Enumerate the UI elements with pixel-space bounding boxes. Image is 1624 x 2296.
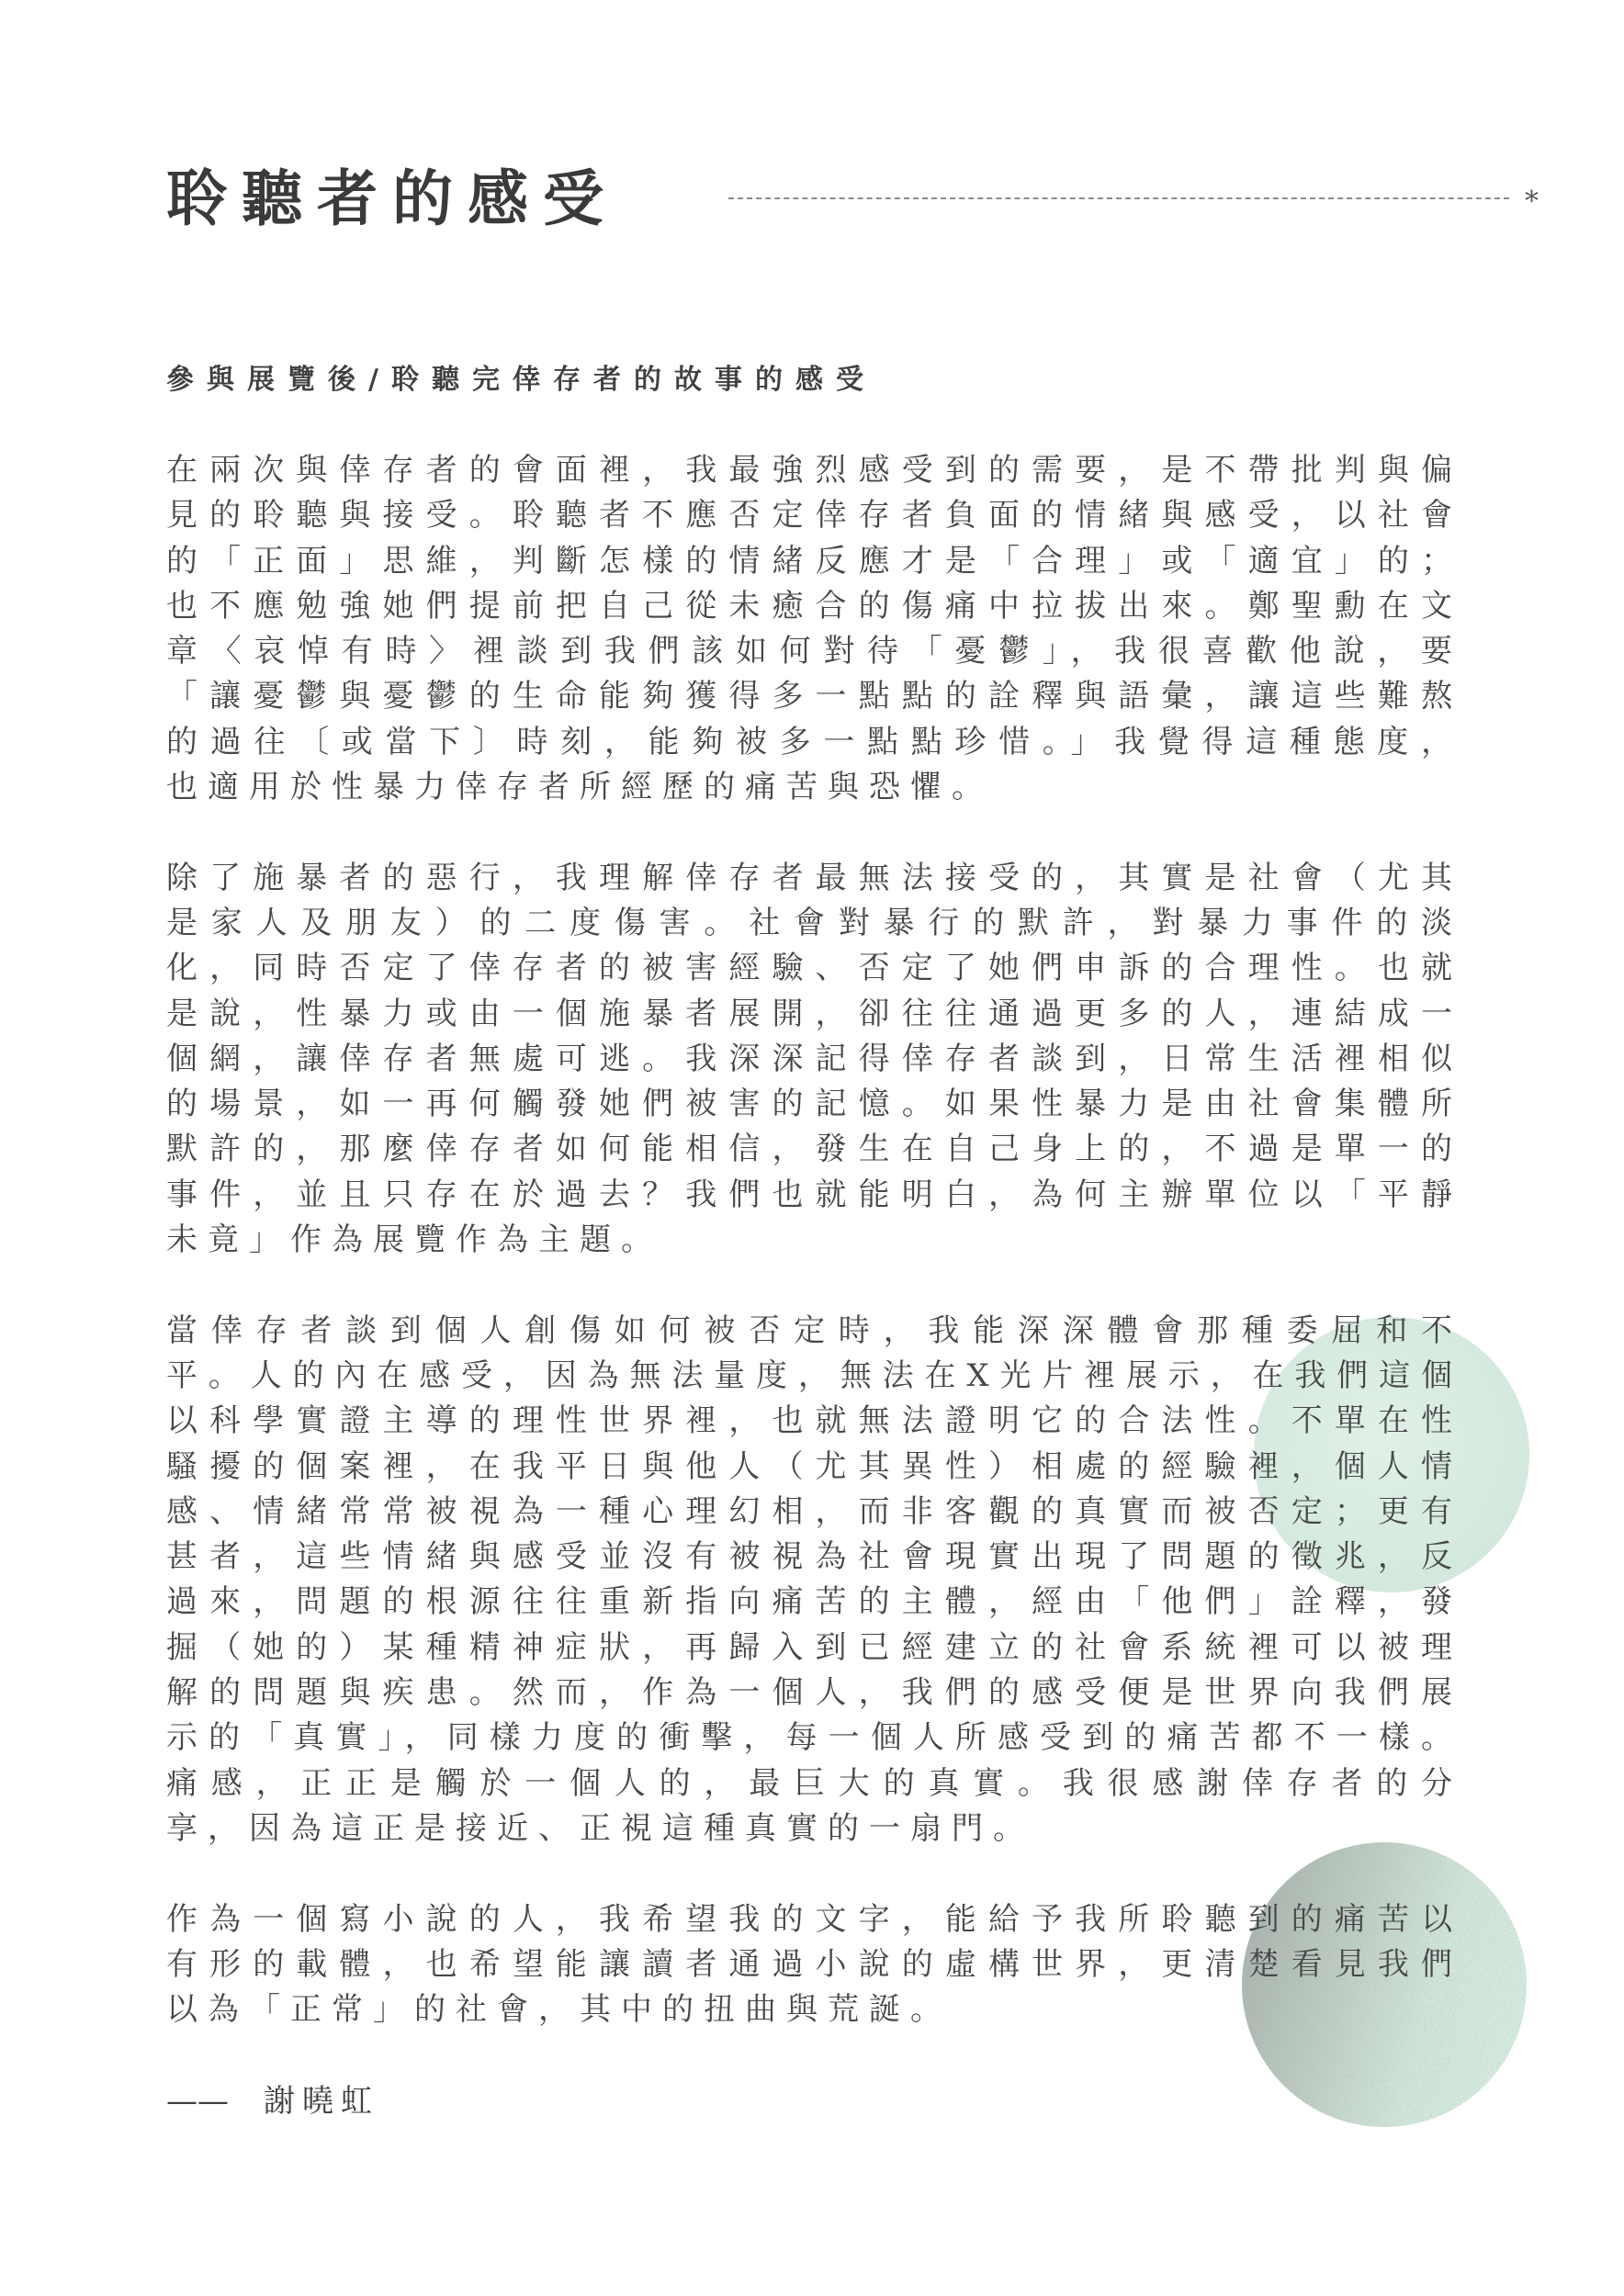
page-title: 聆聽者的感受 bbox=[166, 163, 618, 234]
paragraph-4 bbox=[166, 1897, 1462, 2033]
text-line: 個網，讓倖存者無處可逃。我深深記得倖存者談到，日常生活裡相似 bbox=[166, 1040, 1462, 1077]
text-line: 以為「正常」的社會，其中的扭曲與荒誕。 bbox=[166, 1991, 952, 2029]
section-subtitle: 參與展覽後/聆聽完倖存者的故事的感受 bbox=[166, 364, 876, 396]
text-line: 痛感，正正是觸於一個人的，最巨大的真實。我很感謝倖存者的分 bbox=[166, 1764, 1462, 1802]
text-line: 除了施暴者的惡行，我理解倖存者最無法接受的，其實是社會（尤其 bbox=[166, 859, 1462, 896]
paragraph-2 bbox=[166, 856, 1462, 1264]
text-line: 當倖存者談到個人創傷如何被否定時，我能深深體會那種委屈和不 bbox=[166, 1311, 1462, 1349]
text-line: 享，因為這正是接近、正視這種真實的一扇門。 bbox=[166, 1809, 1034, 1847]
text-line: 感、情緒常常被視為一種心理幻相，而非客觀的真實而被否定；更有 bbox=[166, 1492, 1462, 1530]
text-line: 默許的，那麼倖存者如何能相信，發生在自己身上的，不過是單一的 bbox=[166, 1131, 1462, 1168]
author-name: 謝曉虹 bbox=[264, 2083, 379, 2120]
text-line: 掘（她的）某種精神症狀，再歸入到已經建立的社會系統裡可以被理 bbox=[166, 1628, 1462, 1666]
text-line: 「讓憂鬱與憂鬱的生命能夠獲得多一點點的詮釋與語彙，讓這些難熬 bbox=[166, 678, 1462, 715]
signature-dash: —— bbox=[166, 2083, 229, 2120]
text-line: 示的「真實」，同樣力度的衝擊，每一個人所感受到的痛苦都不一樣。 bbox=[166, 1719, 1462, 1757]
text-line: 作為一個寫小說的人，我希望我的文字，能給予我所聆聽到的痛苦以 bbox=[166, 1900, 1462, 1938]
text-line: 平。人的內在感受，因為無法量度，無法在X光片裡展示，在我們這個 bbox=[166, 1356, 1462, 1394]
text-line: 解的問題與疾患。然而，作為一個人，我們的感受便是世界向我們展 bbox=[166, 1674, 1462, 1712]
paragraph-3 bbox=[166, 1309, 1462, 1852]
asterisk-ornament: * bbox=[1525, 186, 1539, 218]
author-signature bbox=[166, 2079, 379, 2124]
text-line: 也不應勉強她們提前把自己從未癒合的傷痛中拉拔出來。鄭聖勳在文 bbox=[166, 587, 1462, 625]
dashed-title-rule bbox=[728, 197, 1509, 199]
text-line: 事件，並且只存在於過去？我們也就能明白，為何主辦單位以「平靜 bbox=[166, 1176, 1462, 1213]
text-line: 的「正面」思維，判斷怎樣的情緒反應才是「合理」或「適宜」的； bbox=[166, 542, 1462, 580]
text-line: 未竟」作為展覽作為主題。 bbox=[166, 1221, 662, 1259]
essay-body bbox=[166, 448, 1462, 2078]
text-line: 是家人及朋友）的二度傷害。社會對暴行的默許，對暴力事件的淡 bbox=[166, 904, 1462, 941]
text-line: 章〈哀悼有時〉裡談到我們該如何對待「憂鬱」，我很喜歡他說，要 bbox=[166, 633, 1462, 670]
text-line: 是說，性暴力或由一個施暴者展開，卻往往通過更多的人，連結成一 bbox=[166, 995, 1462, 1032]
paragraph-1 bbox=[166, 448, 1462, 810]
text-line: 的過往〔或當下〕時刻，能夠被多一點點珍惜。」我覺得這種態度， bbox=[166, 723, 1462, 760]
text-line: 有形的載體，也希望能讓讀者通過小說的虛構世界，更清楚看見我們 bbox=[166, 1945, 1462, 1983]
text-line: 見的聆聽與接受。聆聽者不應否定倖存者負面的情緒與感受，以社會 bbox=[166, 497, 1462, 535]
text-line: 以科學實證主導的理性世界裡，也就無法證明它的合法性。不單在性 bbox=[166, 1402, 1462, 1440]
text-line: 過來，問題的根源往往重新指向痛苦的主體，經由「他們」詮釋，發 bbox=[166, 1583, 1462, 1621]
text-line: 化，同時否定了倖存者的被害經驗、否定了她們申訴的合理性。也就 bbox=[166, 950, 1462, 987]
text-line: 也適用於性暴力倖存者所經歷的痛苦與恐懼。 bbox=[166, 769, 993, 806]
text-line: 甚者，這些情緒與感受並沒有被視為社會現實出現了問題的徵兆，反 bbox=[166, 1538, 1462, 1576]
text-line: 在兩次與倖存者的會面裡，我最強烈感受到的需要，是不帶批判與偏 bbox=[166, 452, 1462, 489]
text-line: 的場景，如一再何觸發她們被害的記憶。如果性暴力是由社會集體所 bbox=[166, 1086, 1462, 1123]
text-line: 騷擾的個案裡，在我平日與他人（尤其異性）相處的經驗裡，個人情 bbox=[166, 1447, 1462, 1485]
